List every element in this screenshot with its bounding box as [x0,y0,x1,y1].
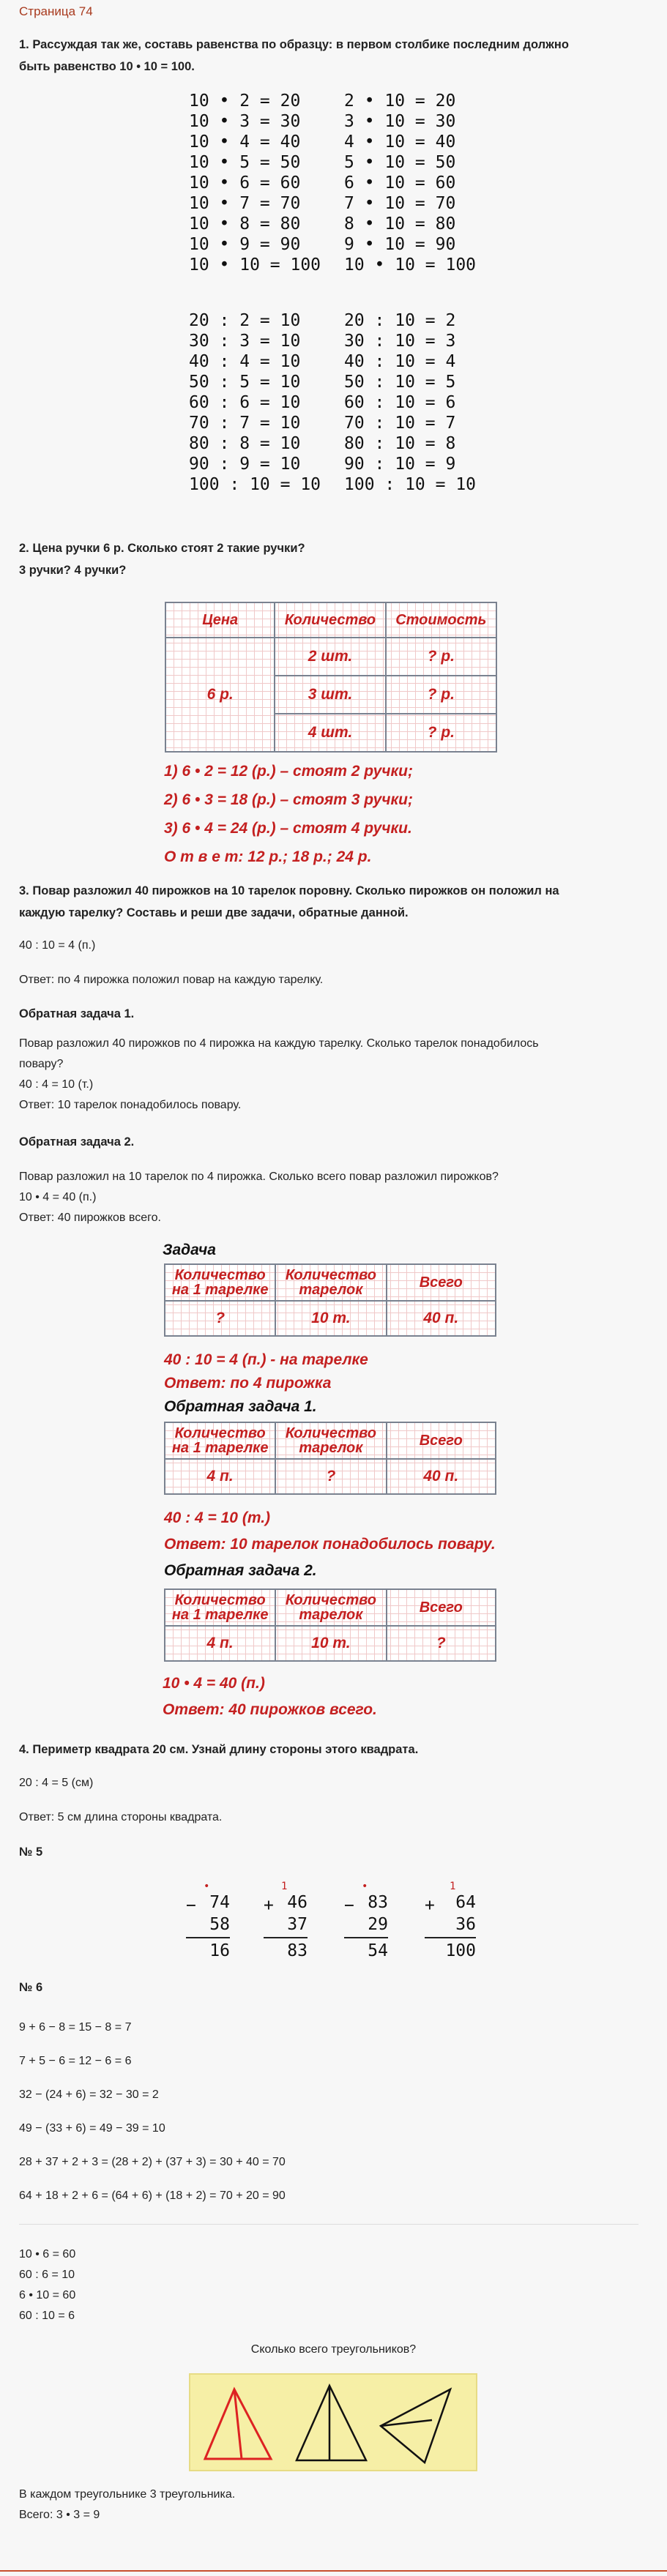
value-per-plate: 4 п. [206,1635,234,1651]
task1-block2-left [189,310,321,495]
result-number: 83 [287,1941,308,1960]
equation: 10 • 6 = 60 [189,173,301,193]
value-per-plate: 4 п. [206,1468,234,1485]
solution-line: 3) 6 • 4 = 24 (р.) – стоят 4 ручки. [164,820,412,837]
task2-heading-line1: 2. Цена ручки 6 р. Сколько стоят 2 такие ручки? [19,542,305,555]
result-number: 16 [209,1941,230,1960]
expression-line: 49 − (33 + 6) = 49 − 39 = 10 [19,2122,165,2135]
header-plates: Количество тарелок [285,1425,376,1456]
expression-line: 9 + 6 − 8 = 15 − 8 = 7 [19,2021,132,2034]
equation: 10 • 9 = 90 [189,235,301,254]
equation: 10 • 8 = 80 [189,214,301,234]
triangles-figure [189,2373,477,2471]
figure-t1-title: Задача [163,1242,216,1258]
result-number: 54 [368,1941,388,1960]
header-quantity: Количество [284,611,376,628]
price-table [165,602,497,753]
equation: 100 : 10 = 10 [344,475,477,494]
equation: 70 : 7 = 10 [189,414,301,433]
sum-line [344,1937,388,1938]
equation: 20 : 10 = 2 [344,311,456,330]
inverse2-text-line: Повар разложил на 10 тарелок по 4 пирожка. Сколько всего повар разложил пирожков? [19,1171,499,1183]
header-total: Всего [419,1599,463,1616]
page-title: Страница 74 [19,4,93,18]
task3-heading [19,880,559,924]
quantity-value: 3 шт. [308,686,353,703]
task1-heading [19,34,569,78]
equation: 80 : 10 = 8 [344,434,456,453]
inverse1-text-line2: повару? [19,1058,64,1070]
equation: 40 : 10 = 4 [344,352,456,371]
column-subtraction-2 [344,1881,388,1962]
column-addition-1 [264,1881,308,1962]
task3-heading-line2: каждую тарелку? Составь и реши две задачи, обратные данной. [19,906,409,919]
equation: 9 • 10 = 90 [344,235,456,254]
expression-line: 6 • 10 = 60 [19,2289,76,2301]
task3-solution: 40 : 10 = 4 (п.) [19,939,96,952]
task-table-1 [164,1263,496,1337]
expression-line: 60 : 6 = 10 [19,2269,75,2281]
cost-value: ? р. [427,724,455,741]
triangles-drawing [190,2375,476,2470]
header-per-plate: Количество на 1 тарелке [171,1267,269,1298]
top-number: 83 [368,1893,388,1912]
divider [19,2224,638,2225]
bottom-number: 36 [455,1915,476,1934]
equation: 10 • 10 = 100 [189,255,321,275]
inverse1-text-line1: Повар разложил 40 пирожков по 4 пирожка на каждую тарелку. Сколько тарелок понадобилось [19,1037,539,1050]
top-number: 46 [287,1893,308,1912]
column-subtraction-1 [186,1881,230,1962]
equation: 20 : 2 = 10 [189,311,301,330]
bottom-number: 29 [368,1915,388,1934]
triangle-red [205,2389,271,2459]
value-per-plate: ? [215,1310,226,1326]
price-value: 6 р. [206,686,234,703]
equation: 6 • 10 = 60 [344,173,456,193]
figure-t3-title: Обратная задача 2. [164,1562,317,1579]
equation: 30 : 3 = 10 [189,332,301,351]
expression-line: 32 − (24 + 6) = 32 − 30 = 2 [19,2088,159,2101]
header-price: Цена [202,611,239,628]
equation: 10 • 4 = 40 [189,132,301,152]
value-total: 40 п. [423,1468,459,1485]
header-per-plate: Количество на 1 тарелке [171,1425,269,1456]
equation: 7 • 10 = 70 [344,194,456,213]
sum-line [186,1937,230,1938]
carry-mark: 1 [450,1881,456,1892]
figure-t2-answer: Ответ: 10 тарелок понадобилось повару. [164,1536,496,1553]
figure-t2-solution [164,1505,496,1558]
equation: 30 : 10 = 3 [344,332,456,351]
cost-value: ? р. [427,686,455,703]
inverse1-answer: Ответ: 10 тарелок понадобилось повару. [19,1099,242,1111]
top-number: 64 [455,1893,476,1912]
equation: 2 • 10 = 20 [344,92,456,111]
inverse2-solution: 10 • 4 = 40 (п.) [19,1191,97,1203]
task1-heading-line1: 1. Рассуждая так же, составь равенства по образцу: в первом столбике последним должно [19,38,569,51]
inverse1-text [19,1034,539,1116]
equation: 10 • 7 = 70 [189,194,301,213]
task3-answer: Ответ: по 4 пирожка положил повар на каждую тарелку. [19,974,324,986]
triangle-black-right [381,2389,450,2463]
task-table-3 [164,1588,496,1662]
minus-sign: − [344,1896,354,1915]
equation: 40 : 4 = 10 [189,352,301,371]
expression-line: 10 • 6 = 60 [19,2248,76,2260]
figure-t1-solution [164,1348,368,1395]
borrow-mark: • [204,1881,210,1892]
header-total: Всего [419,1274,463,1291]
triangle-black-middle [297,2386,366,2460]
task1-heading-line2: быть равенство 10 • 10 = 100. [19,60,195,73]
value-plates: 10 т. [311,1635,351,1651]
figure-t1-solution-line: 40 : 10 = 4 (п.) - на тарелке [164,1351,368,1368]
equation: 60 : 6 = 10 [189,393,301,412]
figure-t3-solution [163,1670,377,1723]
task1-block2-right [344,310,476,495]
task-table-2 [164,1422,496,1495]
equation: 10 • 5 = 50 [189,153,301,172]
header-per-plate: Количество на 1 тарелке [171,1592,269,1623]
task4-answer: Ответ: 5 см длина стороны квадрата. [19,1811,223,1823]
column-addition-2 [425,1881,476,1962]
value-plates: 10 т. [311,1310,351,1326]
equation: 8 • 10 = 80 [344,214,456,234]
plus-sign: + [425,1896,435,1915]
header-plates: Количество тарелок [285,1267,376,1298]
expression-line: 7 + 5 − 6 = 12 − 6 = 6 [19,2055,132,2067]
bottom-number: 58 [209,1915,230,1934]
solution-line: 2) 6 • 3 = 18 (р.) – стоят 3 ручки; [164,791,413,808]
inverse1-solution: 40 : 4 = 10 (т.) [19,1078,94,1091]
result-number: 100 [445,1941,476,1960]
triangles-question: Сколько всего треугольников? [250,2343,417,2356]
figure-t1-answer: Ответ: по 4 пирожка [164,1375,332,1392]
task2-answer: О т в е т: 12 р.; 18 р.; 24 р. [164,848,372,865]
quantity-value: 4 шт. [308,724,353,741]
equation: 90 : 9 = 10 [189,455,301,474]
equation: 50 : 10 = 5 [344,373,456,392]
expression-line: 28 + 37 + 2 + 3 = (28 + 2) + (37 + 3) = 30 + 40 = 70 [19,2156,286,2168]
value-plates: ? [326,1468,336,1485]
equation: 4 • 10 = 40 [344,132,456,152]
sum-line [425,1937,476,1938]
figure-t3-solution-line: 10 • 4 = 40 (п.) [163,1675,265,1692]
figure-t2-solution-line: 40 : 4 = 10 (т.) [164,1509,271,1526]
bottom-number: 37 [287,1915,308,1934]
task3-heading-line1: 3. Повар разложил 40 пирожков на 10 тарелок поровну. Сколько пирожков он положил на [19,884,559,897]
figure-t3-answer: Ответ: 40 пирожков всего. [163,1701,377,1718]
task4-solution: 20 : 4 = 5 (см) [19,1777,94,1789]
task2-solutions [164,757,413,871]
cost-value: ? р. [427,648,455,665]
task1-block1-right [344,91,476,275]
equation: 70 : 10 = 7 [344,414,456,433]
equation: 3 • 10 = 30 [344,112,456,131]
solution-line: 1) 6 • 2 = 12 (р.) – стоят 2 ручки; [164,763,413,780]
header-total: Всего [419,1432,463,1449]
carry-mark: 1 [281,1881,288,1892]
inverse2-answer: Ответ: 40 пирожков всего. [19,1212,161,1224]
task6-heading: № 6 [19,1981,43,1994]
minus-sign: − [186,1896,196,1915]
equation: 10 • 10 = 100 [344,255,477,275]
header-cost: Стоимость [395,611,487,628]
task5-heading: № 5 [19,1845,43,1859]
header-plates: Количество тарелок [285,1592,376,1623]
inverse2-title: Обратная задача 2. [19,1135,135,1149]
value-total: 40 п. [423,1310,459,1326]
equation: 90 : 10 = 9 [344,455,456,474]
equation: 10 • 2 = 20 [189,92,301,111]
equation: 100 : 10 = 10 [189,475,321,494]
task7-lines [19,2244,75,2326]
plus-sign: + [264,1896,274,1915]
figure-t2-title: Обратная задача 1. [164,1398,317,1415]
footer-divider [0,2570,667,2572]
task2-heading [19,537,305,581]
quantity-value: 2 шт. [308,648,353,665]
value-total: ? [436,1635,446,1651]
triangles-total: Всего: 3 • 3 = 9 [19,2509,100,2521]
inverse1-title: Обратная задача 1. [19,1007,135,1020]
top-number: 74 [209,1893,230,1912]
equation: 50 : 5 = 10 [189,373,301,392]
task4-heading: 4. Периметр квадрата 20 см. Узнай длину стороны этого квадрата. [19,1743,419,1756]
inverse2-text [19,1167,499,1228]
task2-heading-line2: 3 ручки? 4 ручки? [19,564,127,577]
equation: 5 • 10 = 50 [344,153,456,172]
task1-block1-left [189,91,321,275]
sum-line [264,1937,308,1938]
expression-line: 64 + 18 + 2 + 6 = (64 + 6) + (18 + 2) = 70 + 20 = 90 [19,2189,286,2202]
task6-lines [19,2011,286,2213]
expression-line: 60 : 10 = 6 [19,2310,75,2322]
triangles-text: В каждом треугольнике 3 треугольника. [19,2488,236,2501]
borrow-mark: • [362,1881,368,1892]
equation: 80 : 8 = 10 [189,434,301,453]
equation: 10 • 3 = 30 [189,112,301,131]
equation: 60 : 10 = 6 [344,393,456,412]
